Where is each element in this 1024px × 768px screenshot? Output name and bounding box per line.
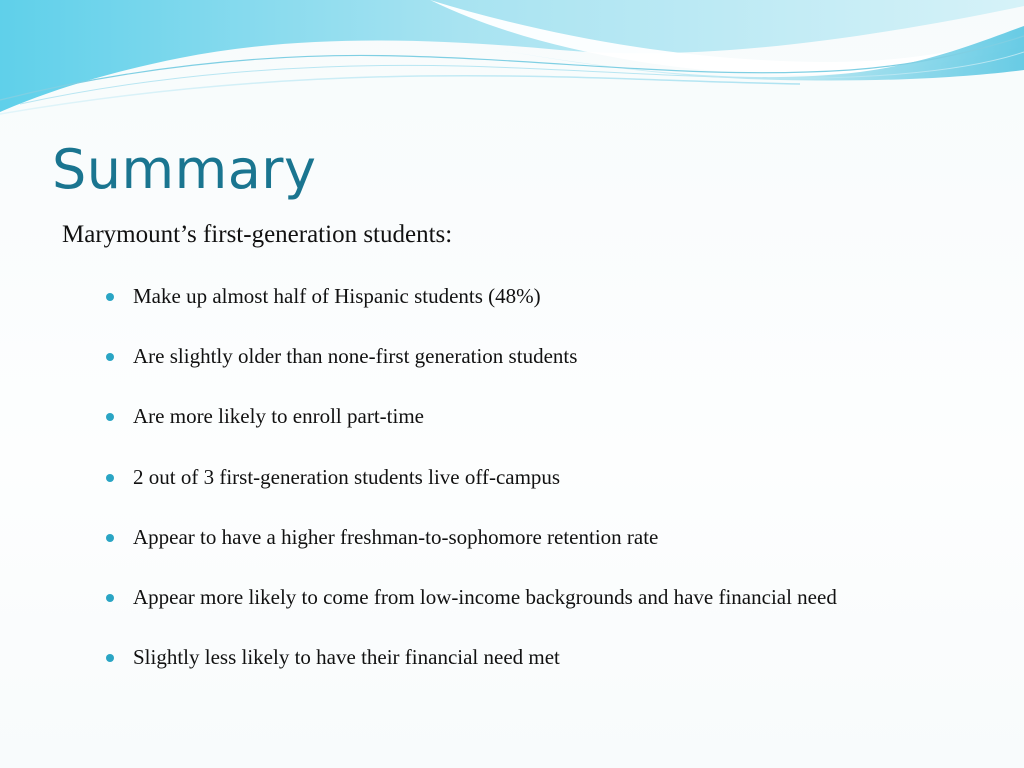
bullet-dot-icon [106, 534, 114, 542]
bullet-dot-icon [106, 353, 114, 361]
bullet-text: 2 out of 3 first-generation students live off-campus [133, 464, 561, 489]
bullet-item [104, 401, 837, 461]
bullet-item [104, 281, 837, 341]
bullet-text: Are more likely to enroll part-time [133, 404, 424, 429]
wave-header-decoration [0, 0, 1024, 120]
bullet-text: Slightly less likely to have their financial need met [133, 645, 560, 670]
bullet-item [104, 341, 837, 401]
bullet-text: Make up almost half of Hispanic students (48%) [133, 284, 541, 308]
slide-title: Summary [52, 138, 317, 201]
wave-shape-top [0, 0, 1024, 112]
bullet-text: Appear more likely to come from low-income backgrounds and have financial need [133, 584, 837, 609]
bullet-dot-icon [106, 293, 114, 301]
bullet-text: Appear to have a higher freshman-to-sophomore retention rate [133, 524, 659, 549]
bullet-item [104, 522, 837, 582]
bullet-dot-icon [106, 654, 114, 662]
bullet-item [104, 642, 837, 702]
bullet-text: Are slightly older than none-first generation students [133, 344, 578, 369]
wave-line-3 [0, 76, 800, 114]
bullet-item [104, 582, 837, 642]
bullet-dot-icon [106, 594, 114, 602]
bullet-dot-icon [106, 474, 114, 482]
bullet-item [104, 462, 837, 522]
bullet-list [104, 281, 837, 702]
slide-intro-text: Marymount’s first-generation students: [62, 221, 453, 248]
bullet-dot-icon [106, 413, 114, 421]
